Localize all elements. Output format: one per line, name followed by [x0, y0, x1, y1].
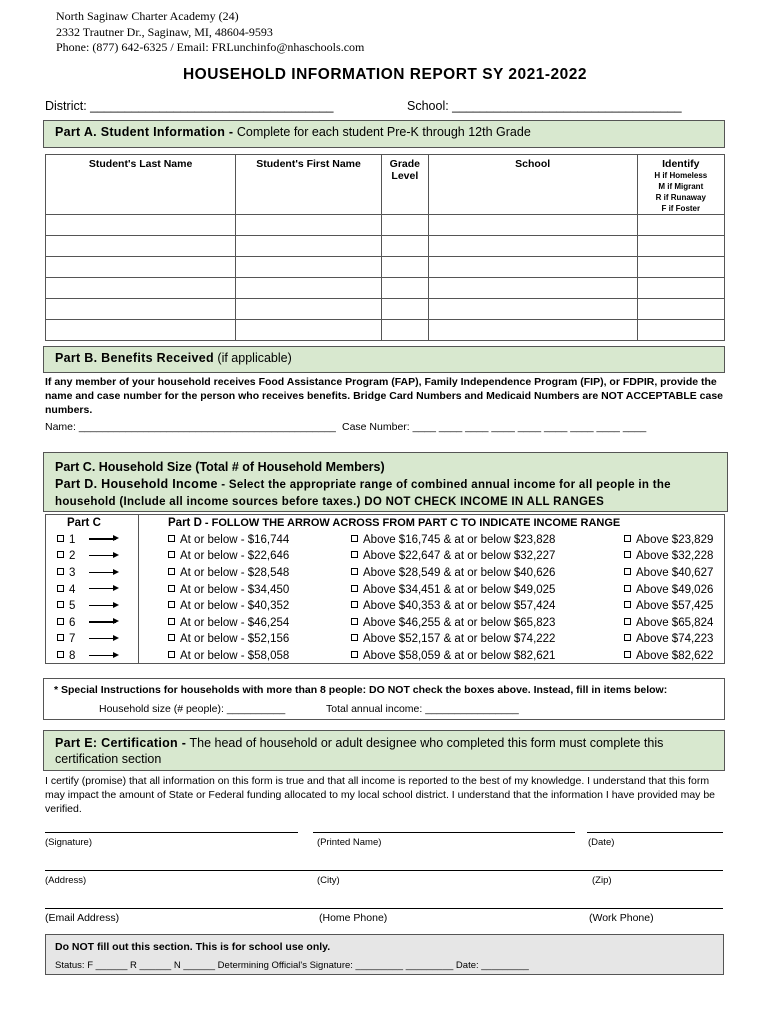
part-a-header	[43, 120, 725, 148]
school-name: North Saginaw Charter Academy (24)	[56, 9, 239, 23]
home-phone-label: (Home Phone)	[319, 912, 388, 924]
income-high: Above $74,223	[636, 633, 714, 646]
income-high: Above $32,228	[636, 550, 714, 563]
income-row	[45, 581, 734, 598]
income-mid: Above $28,549 & at or below $40,626	[363, 567, 556, 580]
form-title: HOUSEHOLD INFORMATION REPORT SY 2021-2022	[182, 66, 588, 83]
part-d-heading: Part D. Household Income	[55, 477, 218, 491]
benefits-name-field[interactable]: Name: ____________________________________________	[45, 421, 336, 433]
part-c-heading: Part C. Household Size (Total # of Household Members)	[55, 460, 385, 474]
income-row	[45, 648, 734, 665]
arrow-icon	[89, 568, 119, 576]
printed-name-label: (Printed Name)	[317, 837, 382, 848]
identify-foster: F if Foster	[661, 204, 701, 213]
income-row	[45, 615, 734, 632]
income-low-checkbox[interactable]	[168, 585, 175, 592]
contact-line[interactable]	[45, 908, 723, 909]
printed-name-line[interactable]	[313, 832, 575, 833]
income-low-checkbox[interactable]	[168, 568, 175, 575]
income-high-checkbox[interactable]	[624, 601, 631, 608]
income-high-checkbox[interactable]	[624, 535, 631, 542]
household-size: 1	[69, 533, 76, 546]
col-identify: Identify	[662, 158, 700, 170]
income-high: Above $49,026	[636, 583, 714, 596]
income-low: At or below - $58,058	[180, 650, 290, 663]
household-size: 5	[69, 600, 76, 613]
part-b-header	[43, 346, 725, 373]
school-use-box	[45, 934, 724, 975]
arrow-icon	[89, 601, 119, 609]
income-low-checkbox[interactable]	[168, 634, 175, 641]
city-label: (City)	[317, 875, 340, 886]
school-use-status-line: Status: F ______ R ______ N ______ Determining Official's Signature: _________ _________ Date: _________	[55, 960, 529, 971]
col-last-name: Student's Last Name	[88, 158, 193, 170]
case-number-field[interactable]: Case Number: ____ ____ ____ ____ ____ ____ ____ ____ ____	[342, 421, 647, 433]
income-mid-checkbox[interactable]	[351, 535, 358, 542]
arrow-icon	[89, 585, 119, 593]
income-mid-checkbox[interactable]	[351, 601, 358, 608]
size-6-checkbox[interactable]	[57, 618, 64, 625]
district-field[interactable]: District: ___________________________________	[45, 99, 334, 113]
income-high-checkbox[interactable]	[624, 551, 631, 558]
household-size: 6	[69, 616, 76, 629]
part-a-heading: Part A. Student Information -	[55, 125, 234, 139]
student-row[interactable]	[46, 320, 725, 341]
income-mid-checkbox[interactable]	[351, 618, 358, 625]
col-grade-level: Grade Level	[389, 158, 421, 182]
income-low-checkbox[interactable]	[168, 651, 175, 658]
col-part-c: Part C	[67, 517, 101, 530]
income-mid-checkbox[interactable]	[351, 651, 358, 658]
household-size: 2	[69, 550, 76, 563]
income-high: Above $57,425	[636, 600, 714, 613]
school-address: 2332 Trautner Dr., Saginaw, MI, 48604-9593	[56, 24, 273, 39]
part-d-description	[55, 476, 716, 511]
income-table	[45, 515, 734, 664]
income-low-checkbox[interactable]	[168, 535, 175, 542]
income-mid: Above $58,059 & at or below $82,621	[363, 650, 556, 663]
student-row[interactable]	[46, 257, 725, 278]
income-row	[45, 532, 734, 549]
income-row	[45, 548, 734, 565]
arrow-icon	[89, 551, 119, 559]
income-high-checkbox[interactable]	[624, 585, 631, 592]
income-mid-checkbox[interactable]	[351, 634, 358, 641]
size-5-checkbox[interactable]	[57, 601, 64, 608]
student-row[interactable]	[46, 299, 725, 320]
arrow-icon	[89, 651, 119, 659]
col-part-d-label: Part D	[168, 517, 202, 530]
income-low: At or below - $52,156	[180, 633, 290, 646]
part-e-subheading: The head of household or adult designee who completed this form must complete this certification section	[55, 736, 664, 766]
col-school: School	[515, 158, 551, 170]
size-8-checkbox[interactable]	[57, 651, 64, 658]
income-high-checkbox[interactable]	[624, 634, 631, 641]
household-size-field[interactable]: Household size (# people): __________	[99, 703, 286, 715]
email-label: (Email Address)	[45, 912, 120, 924]
income-low-checkbox[interactable]	[168, 601, 175, 608]
income-high-checkbox[interactable]	[624, 568, 631, 575]
income-mid: Above $46,255 & at or below $65,823	[363, 616, 556, 629]
student-row[interactable]	[46, 215, 725, 236]
income-low: At or below - $40,352	[180, 600, 290, 613]
income-low: At or below - $16,744	[180, 533, 290, 546]
school-header	[56, 9, 364, 56]
part-cd-header	[43, 452, 728, 512]
income-mid-checkbox[interactable]	[351, 551, 358, 558]
part-b-subheading: (if applicable)	[213, 351, 292, 365]
income-mid: Above $40,353 & at or below $57,424	[363, 600, 556, 613]
student-table-header	[46, 155, 725, 215]
arrow-icon	[89, 535, 119, 543]
arrow-icon	[89, 618, 119, 626]
size-1-checkbox[interactable]	[57, 535, 64, 542]
household-size: 8	[69, 650, 76, 663]
income-table-header	[45, 515, 734, 532]
part-b-heading: Part B. Benefits Received	[55, 351, 214, 365]
col-part-d-header	[160, 515, 734, 532]
identify-runaway: R if Runaway	[655, 193, 706, 202]
part-e-heading: Part E: Certification -	[55, 736, 187, 750]
school-use-heading: Do NOT fill out this section. This is for school use only.	[55, 941, 331, 953]
col-part-d-text: - FOLLOW THE ARROW ACROSS FROM PART C TO INDICATE INCOME RANGE	[201, 517, 621, 530]
part-b-instructions: If any member of your household receives Food Assistance Program (FAP), Family Independence Program (FIP), or FDPIR, provide the name and case number for the person who receives benefits. Bridge Card Numbers and Medicaid Numbers are NOT ACCEPTABLE case numbers.	[45, 376, 724, 416]
income-mid: Above $34,451 & at or below $49,025	[363, 583, 556, 596]
signature-line[interactable]	[45, 832, 298, 833]
income-low: At or below - $28,548	[180, 567, 290, 580]
size-7-checkbox[interactable]	[57, 634, 64, 641]
date-line[interactable]	[587, 832, 723, 833]
income-mid: Above $16,745 & at or below $23,828	[363, 533, 556, 546]
size-3-checkbox[interactable]	[57, 568, 64, 575]
work-phone-label: (Work Phone)	[589, 912, 654, 924]
household-size: 7	[69, 633, 76, 646]
income-high: Above $82,622	[636, 650, 714, 663]
identify-migrant: M if Migrant	[658, 182, 704, 191]
special-instructions-box	[43, 678, 725, 720]
income-high: Above $65,824	[636, 616, 714, 629]
income-high-checkbox[interactable]	[624, 651, 631, 658]
signature-label: (Signature)	[45, 837, 92, 848]
part-e-header	[43, 730, 725, 771]
income-row	[45, 565, 734, 582]
household-size: 4	[69, 583, 76, 596]
special-instructions-text: * Special Instructions for households with more than 8 people: DO NOT check the boxes above. Instead, fill in items below:	[54, 684, 668, 696]
identify-homeless: H if Homeless	[654, 171, 708, 180]
income-mid: Above $22,647 & at or below $32,227	[363, 550, 556, 563]
address-label: (Address)	[45, 875, 87, 886]
arrow-icon	[89, 634, 119, 642]
part-d-text: - Select the appropriate range of combined annual income for all people in the household (Include all income sources before taxes.) DO NOT CHECK INCOME IN ALL RANGES	[55, 479, 671, 508]
size-4-checkbox[interactable]	[57, 585, 64, 592]
total-income-field[interactable]: Total annual income: ________________	[326, 703, 519, 715]
school-field[interactable]: School: _________________________________	[407, 99, 682, 113]
household-size: 3	[69, 567, 76, 580]
income-low: At or below - $34,450	[180, 583, 290, 596]
income-mid-checkbox[interactable]	[351, 568, 358, 575]
col-first-name: Student's First Name	[256, 158, 361, 170]
income-mid-checkbox[interactable]	[351, 585, 358, 592]
size-2-checkbox[interactable]	[57, 551, 64, 558]
address-line[interactable]	[45, 870, 723, 871]
date-label: (Date)	[588, 837, 615, 848]
income-low-checkbox[interactable]	[168, 551, 175, 558]
income-mid: Above $52,157 & at or below $74,222	[363, 633, 556, 646]
income-row	[45, 631, 734, 648]
zip-label: (Zip)	[592, 875, 612, 886]
certification-statement: I certify (promise) that all information on this form is true and that all income is reported to the best of my knowledge. I understand that this form may impact the amount of State or Federal funding allocated to my local school district. I understand that the information I have provided may be verified.	[45, 775, 716, 815]
student-table	[45, 154, 725, 341]
income-high: Above $23,829	[636, 533, 714, 546]
school-contact: Phone: (877) 642-6325 / Email: FRLunchinfo@nhaschools.com	[56, 40, 365, 54]
income-low-checkbox[interactable]	[168, 618, 175, 625]
student-row[interactable]	[46, 236, 725, 257]
student-row[interactable]	[46, 278, 725, 299]
income-row	[45, 598, 734, 615]
income-low: At or below - $22,646	[180, 550, 290, 563]
income-high: Above $40,627	[636, 567, 714, 580]
income-low: At or below - $46,254	[180, 616, 290, 629]
income-high-checkbox[interactable]	[624, 618, 631, 625]
part-a-subheading: Complete for each student Pre-K through 12th Grade	[233, 125, 531, 139]
